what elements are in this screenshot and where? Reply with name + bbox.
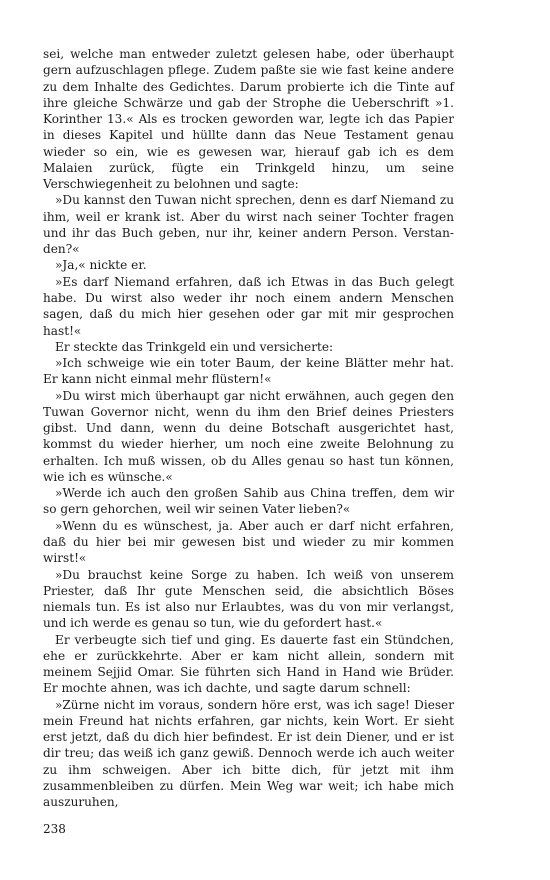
paragraph: »Wenn du es wünschest, ja. Aber auch er darf nicht erfahren, daß du hier bei mir gewesen bist und wieder zu mir kommen wirst!« <box>43 518 454 566</box>
paragraph: Er verbeugte sich tief und ging. Es dauerte fast ein Stündchen, ehe er zurückkehrte. Aber er kam nicht allein, sondern mit meinem Sejjid Omar. Sie führten sich Hand in Hand wie Brüder. Er mochte ahnen, was ich dachte, und sagte darum schnell: <box>43 632 454 696</box>
paragraph: »Du kannst den Tuwan nicht sprechen, denn es darf Niemand zu ihm, weil er krank ist. Aber du wirst nach seiner Tochter fragen und ihr das Buch geben, nur ihr, keiner andern Person. Verstanden?« <box>43 193 454 257</box>
paragraph: »Du wirst mich überhaupt gar nicht erwähnen, auch gegen den Tuwan Governor nicht, wenn du ihm den Brief deines Priesters gibst. Und dann, wenn du deine Botschaft ausgerichtet hast, kommst du wieder hierher, um noch eine zweite Belohnung zu erhalten. Ich muß wissen, ob du Alles genau so hast tun können, wie ich es wünsche.« <box>43 388 454 484</box>
paragraph: »Ja,« nickte er. <box>55 258 147 273</box>
paragraph: »Es darf Niemand erfahren, daß ich Etwas in das Buch gelegt habe. Du wirst also weder ihr noch einem andern Menschen sagen, daß du mich hier gesehen oder gar mit mir gesprochen hast!« <box>43 274 454 338</box>
paragraph: »Werde ich auch den großen Sahib aus China treffen, dem wir so gern gehorchen, weil wir seinen Vater lieben?« <box>43 486 454 517</box>
paragraph: »Zürne nicht im voraus, sondern höre erst, was ich sage! Dieser mein Freund hat nichts erfahren, gar nichts, kein Wort. Er sieht erst jetzt, daß du dich hier befindest. Er ist dein Diener, und er ist dir treu; das weiß ich ganz gewiß. Dennoch werde ich auch weiter zu ihm schweigen. Aber ich bitte dich, für jetzt mit ihm zusammenbleiben zu dürfen. Mein Weg war weit; ich habe mich auszuruhen, <box>43 697 454 810</box>
page-number: 238 <box>43 822 66 836</box>
paragraph: »Du brauchst keine Sorge zu haben. Ich weiß von unserem Priester, daß Ihr gute Menschen seid, die absichtlich Böses niemals tun. Es ist also nur Erlaubtes, was du von mir verlangst, und ich werde es genau so tun, wie du gefordert hast.« <box>43 567 454 631</box>
paragraph: Er steckte das Trinkgeld ein und versicherte: <box>55 339 334 354</box>
paragraph: sei, welche man entweder zuletzt gelesen habe, oder überhaupt gern aufzuschlagen pflege. Zudem paßte sie wie fast keine andere zu dem Inhalte des Gedichtes. Darum probierte ich die Tinte auf ihre gleiche Schwärze und gab der Strophe die Ueberschrift »1. Korinther 13.« Als es trocken geworden war, legte ich das Papier in dieses Kapitel und hüllte dann das Neue Testament genau wieder so ein, wie es gewesen war, hierauf gab ich es dem Malaien zurück, fügte ein Trinkgeld hinzu, um seine Verschwiegenheit zu belohnen und sagte: <box>43 47 454 192</box>
body-text <box>43 46 454 810</box>
paragraph: »Ich schweige wie ein toter Baum, der keine Blätter mehr hat. Er kann nicht einmal mehr flüstern!« <box>43 356 454 387</box>
